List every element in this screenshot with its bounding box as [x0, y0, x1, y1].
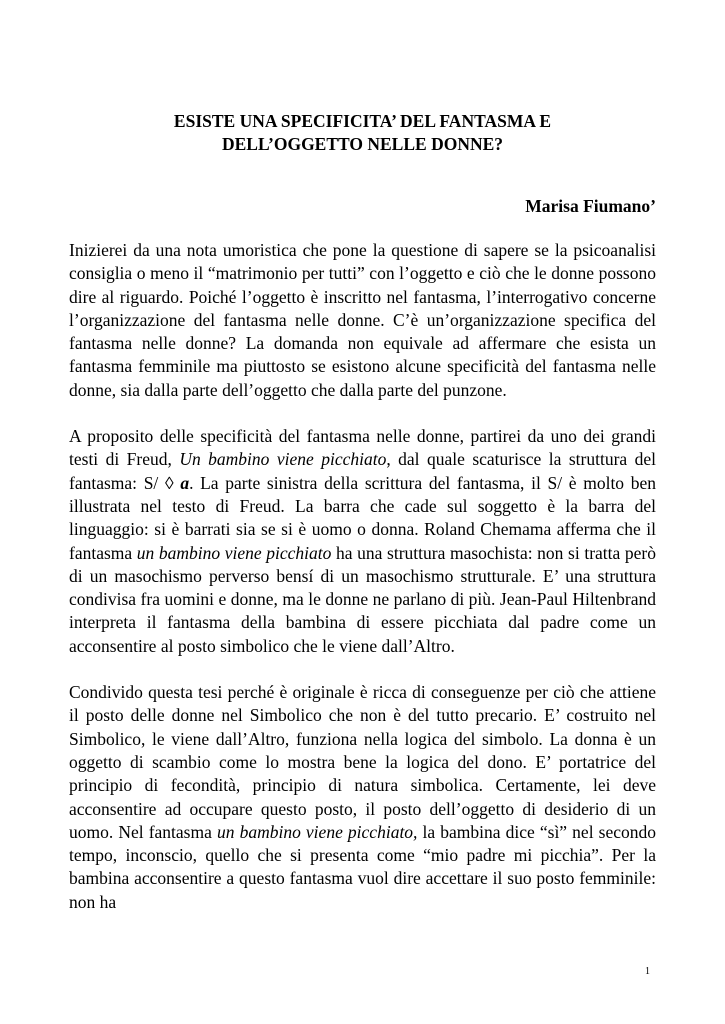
document-page	[69, 0, 656, 914]
p2-text-2: , dal quale scaturisce la struttura del fantasma: S/ ◊	[69, 449, 656, 493]
p2-text-3: . La parte sinistra della scrittura del fantasma, il S/ è molto ben illustrata nel testo di Freud. La barra che cade sul soggetto è la barra del linguaggio: si è barrati sia se si è uomo o donna. Roland Chemama afferma che il fantasma	[69, 472, 656, 563]
p2-text-1: A proposito delle specificità del fantasma nelle donne, partirei da uno dei grandi testi di Freud,	[69, 426, 656, 470]
paragraph-2	[69, 425, 656, 658]
author-name: Marisa Fiumano’	[525, 196, 656, 216]
document-title	[69, 110, 656, 156]
p2-italic-title: Un bambino viene picchiato	[179, 449, 387, 470]
p2-bold-object-a: a	[180, 472, 190, 493]
paragraph-1: Inizierei da una nota umoristica che pone la questione di sapere se la psicoanalisi consiglia o meno il “matrimonio per tutti” con l’oggetto e ciò che le donne possono dire al riguardo. Poiché l’oggetto è inscritto nel fantasma, l’interrogativo concerne l’organizzazione del fantasma nelle donne. C’è un’organizzazione specifica del fantasma nelle donne? La domanda non equivale ad affermare che esista un fantasma femminile ma piuttosto se esistono alcune specificità del fantasma nelle donne, sia dalla parte dell’oggetto che dalla parte del punzone.	[69, 240, 656, 400]
paragraph-3	[69, 681, 656, 914]
p3-italic-title: un bambino viene picchiato,	[216, 821, 418, 842]
page-number: 1	[645, 966, 650, 977]
p3-text-2: la bambina dice “sì” nel secondo tempo, inconscio, quello che si presenta come “mio padre mi picchia”. Per la bambina acconsentire a questo fantasma vuol dire accettare il suo posto femminile: non ha	[69, 821, 656, 912]
title-line-2: DELL’OGGETTO NELLE DONNE?	[221, 134, 504, 154]
p3-text-1: Condivido questa tesi perché è originale è ricca di conseguenze per ciò che attiene il posto delle donne nel Simbolico che non è del tutto precario. E’ costruito nel Simbolico, le viene dall’Altro, funziona nella logica del simbolo. La donna è un oggetto di scambio come lo mostra bene la logica del dono. E’ portatrice del principio di fecondità, principio di natura simbolica. Certamente, lei deve acconsentire ad occupare questo posto, il posto dell’oggetto di desiderio di un uomo. Nel fantasma	[69, 682, 656, 842]
p2-text-4: ha una struttura masochista: non si tratta però di un masochismo perverso bensí di un masochismo strutturale. E’ una struttura condivisa fra uomini e donne, ma le donne ne parlano di più. Jean-Paul Hiltenbrand interpreta il fantasma della bambina di essere picchiata dal padre come un acconsentire al posto simbolico che le viene dall’Altro.	[69, 542, 656, 656]
title-line-1: ESISTE UNA SPECIFICITA’ DEL FANTASMA E	[173, 111, 552, 131]
p2-italic-title-2: un bambino viene picchiato	[136, 542, 332, 563]
